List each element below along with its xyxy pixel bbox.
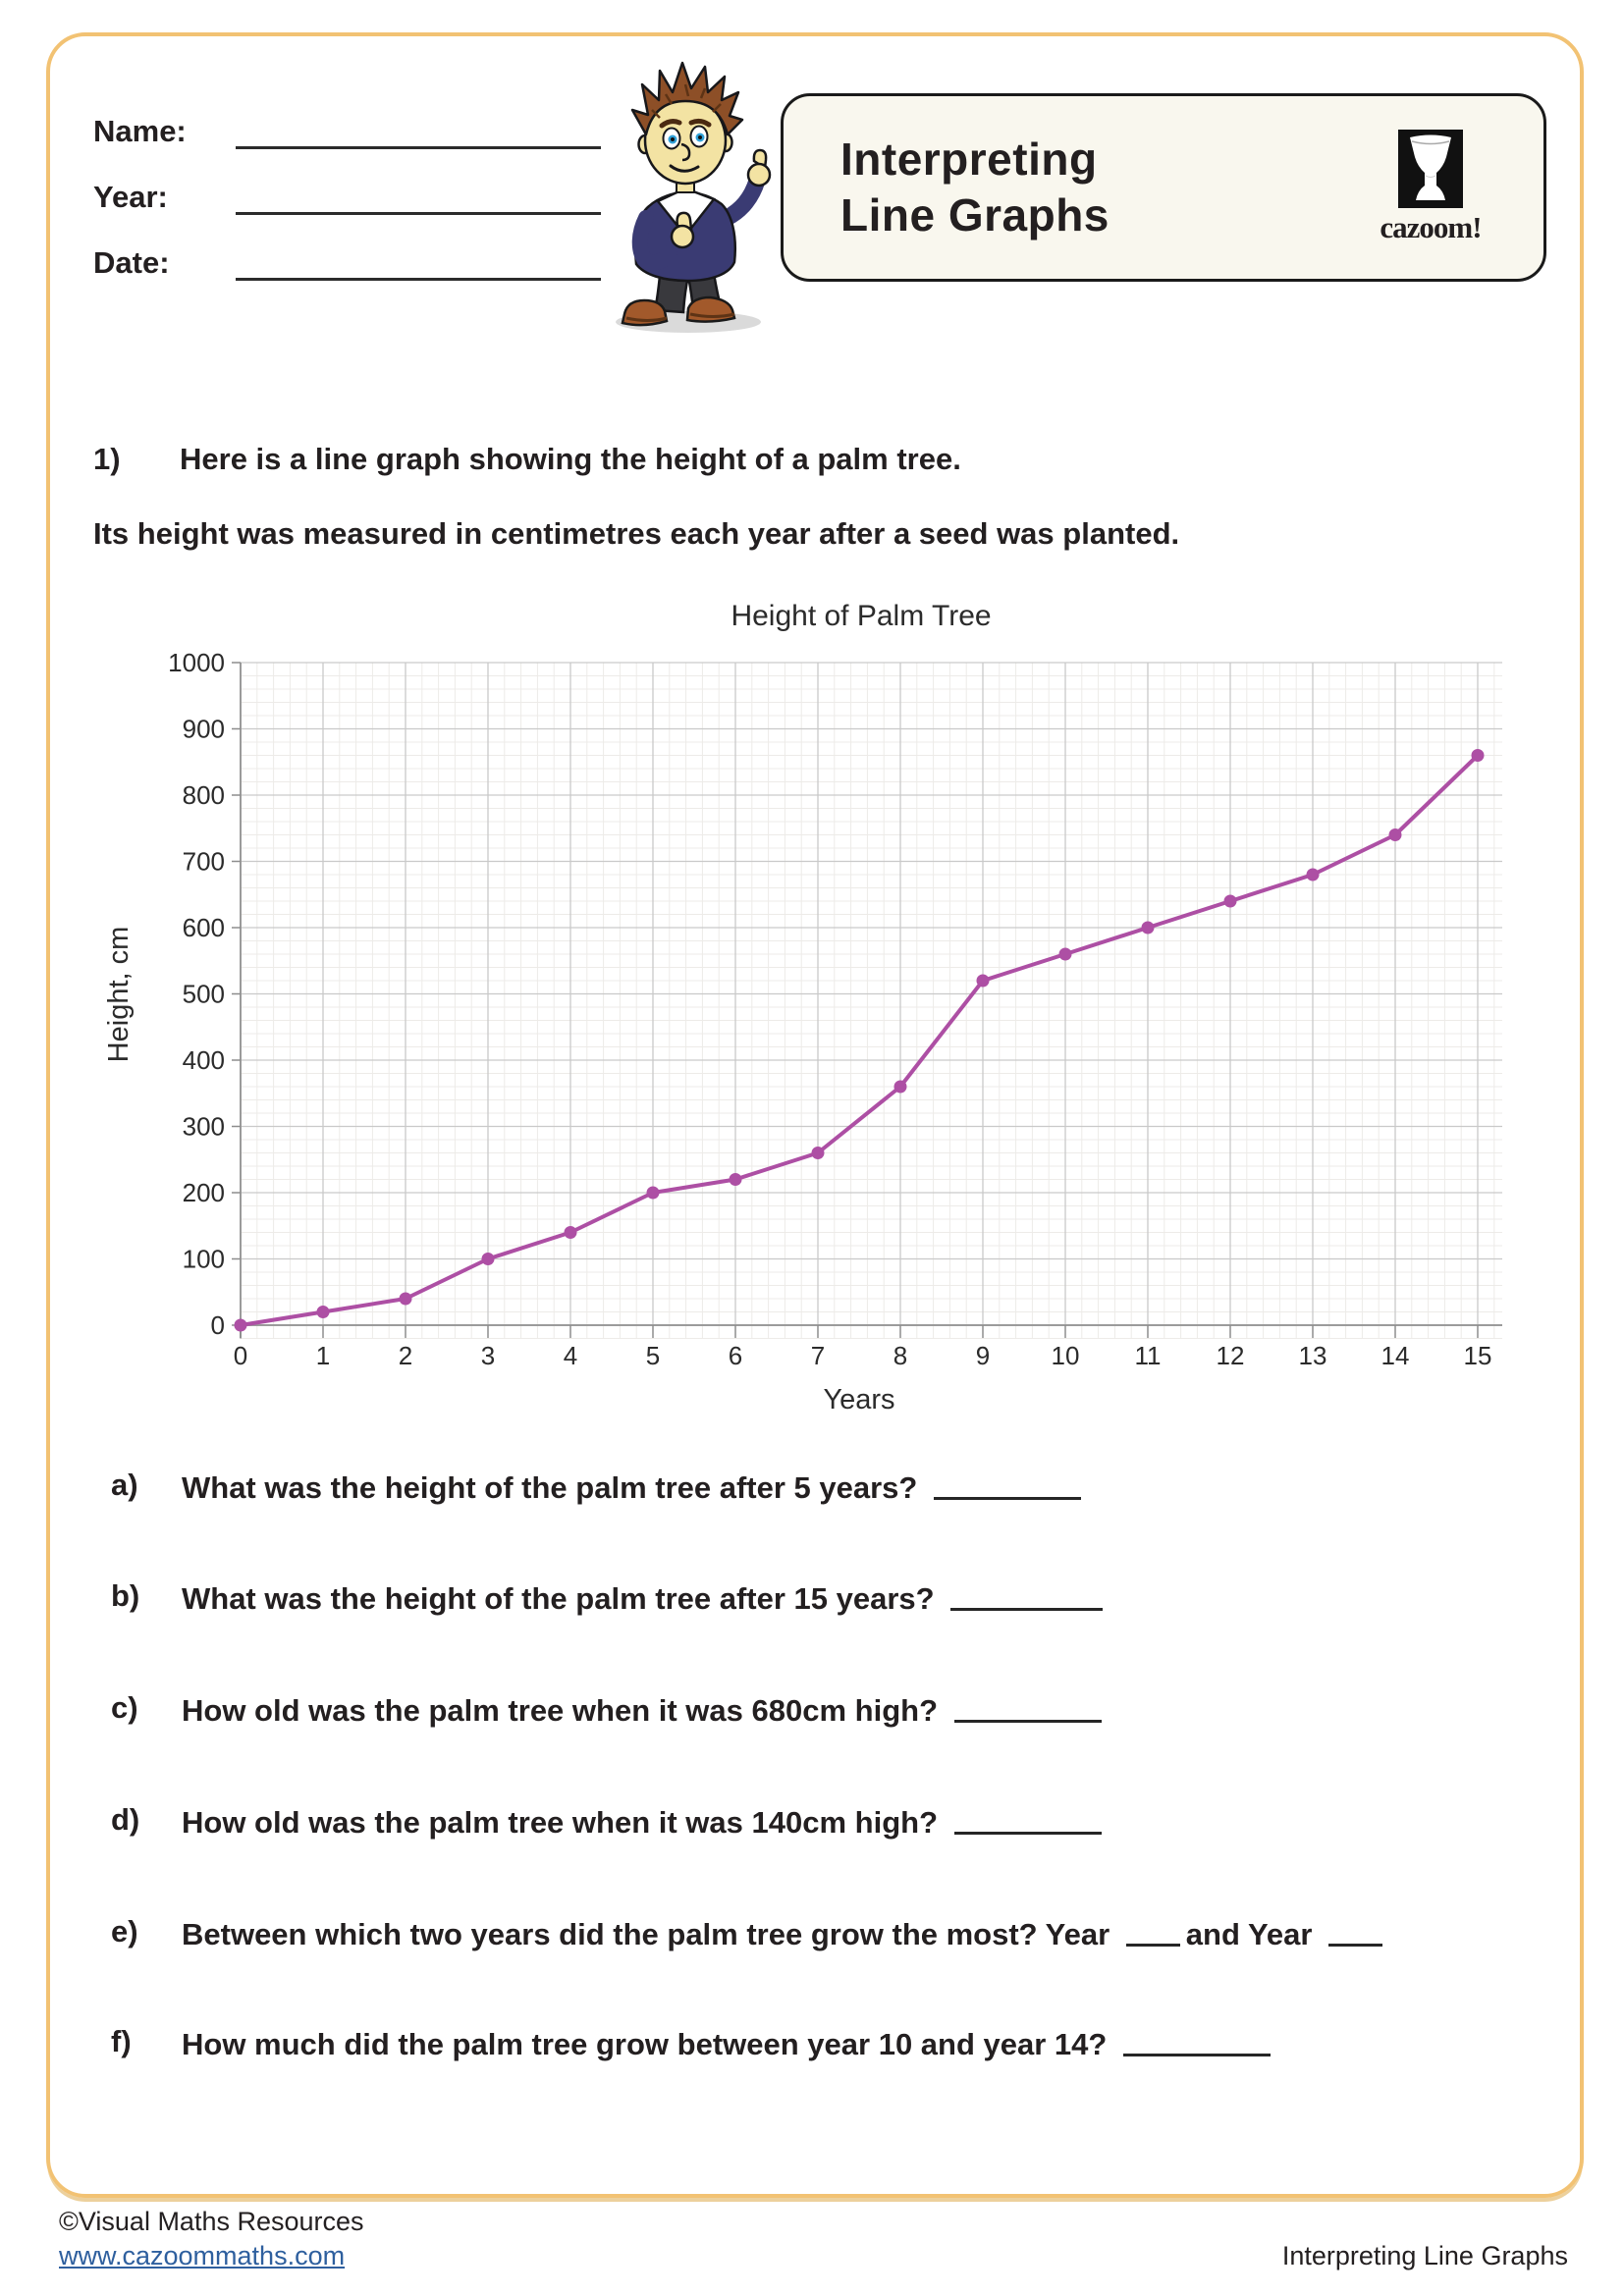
question-text: How much did the palm tree grow between year 10 and year 14? — [182, 2024, 1473, 2062]
answer-blank-line — [1123, 2024, 1271, 2056]
question-text: What was the height of the palm tree after 5 years? — [182, 1468, 1473, 1506]
question-text: Between which two years did the palm tree grow the most? Year and Year — [182, 1914, 1473, 1952]
svg-text:Height of Palm Tree: Height of Palm Tree — [731, 600, 992, 632]
svg-text:10: 10 — [1051, 1341, 1080, 1370]
svg-text:Years: Years — [823, 1384, 895, 1415]
svg-text:0: 0 — [233, 1341, 248, 1370]
footer-website-link[interactable]: www.cazoommaths.com — [59, 2241, 346, 2270]
name-blank-line — [236, 111, 601, 149]
question-number: 1) — [93, 442, 121, 476]
question-letter: b) — [111, 1578, 140, 1613]
year-blank-line — [236, 177, 601, 215]
svg-text:13: 13 — [1298, 1341, 1327, 1370]
svg-text:6: 6 — [728, 1341, 743, 1370]
footer-copyright: ©Visual Maths Resources — [59, 2207, 364, 2236]
svg-text:200: 200 — [182, 1178, 225, 1207]
svg-text:100: 100 — [182, 1244, 225, 1274]
svg-text:700: 700 — [182, 846, 225, 877]
svg-text:900: 900 — [182, 714, 225, 744]
svg-text:500: 500 — [182, 979, 225, 1009]
svg-text:800: 800 — [182, 780, 225, 810]
djembe-drum-icon — [1398, 130, 1463, 208]
svg-text:600: 600 — [182, 913, 225, 942]
answer-blank-line — [954, 1802, 1102, 1835]
answer-blank-line — [934, 1468, 1081, 1500]
question-text: How old was the palm tree when it was 140cm high? — [182, 1802, 1473, 1841]
question-text: What was the height of the palm tree after 15 years? — [182, 1578, 1473, 1617]
svg-text:4: 4 — [563, 1341, 578, 1370]
answer-blank-line — [950, 1578, 1103, 1611]
question-text: How old was the palm tree when it was 680cm high? — [182, 1690, 1473, 1729]
year-field-row — [93, 174, 601, 215]
svg-text:1: 1 — [315, 1341, 331, 1370]
question-letter: c) — [111, 1690, 138, 1725]
intro-line-2: Its height was measured in centimetres each year after a seed was planted. — [93, 516, 1180, 551]
svg-text:Height, cm: Height, cm — [103, 926, 135, 1063]
palm-tree-line-chart — [59, 584, 1532, 1428]
svg-text:8: 8 — [893, 1341, 908, 1370]
answer-blank-line — [1126, 1914, 1180, 1947]
svg-text:1000: 1000 — [168, 648, 225, 677]
date-blank-line — [236, 242, 601, 281]
question-letter: f) — [111, 2024, 132, 2058]
answer-blank-line — [954, 1690, 1102, 1723]
svg-text:11: 11 — [1134, 1341, 1162, 1370]
svg-text:0: 0 — [210, 1310, 225, 1340]
year-label: Year: — [93, 180, 168, 214]
cazoom-logo — [1347, 130, 1514, 245]
answer-blank-line — [1328, 1914, 1382, 1947]
cazoom-logo-text: cazoom! — [1380, 210, 1482, 244]
svg-text:9: 9 — [975, 1341, 991, 1370]
svg-text:5: 5 — [645, 1341, 661, 1370]
svg-text:12: 12 — [1216, 1341, 1245, 1370]
svg-text:15: 15 — [1463, 1341, 1492, 1370]
date-label: Date: — [93, 245, 170, 280]
name-field-row — [93, 108, 601, 149]
name-label: Name: — [93, 114, 187, 148]
title-line-2: Line Graphs — [840, 189, 1110, 240]
question-letter: d) — [111, 1802, 140, 1837]
svg-text:300: 300 — [182, 1111, 225, 1142]
footer-worksheet-name: Interpreting Line Graphs — [1281, 2241, 1568, 2270]
svg-text:7: 7 — [810, 1341, 826, 1370]
worksheet-title-box — [781, 93, 1546, 282]
intro-line-1: Here is a line graph showing the height of a palm tree. — [180, 442, 961, 476]
student-character-illustration — [587, 39, 784, 339]
question-letter: a) — [111, 1468, 138, 1502]
svg-text:2: 2 — [398, 1341, 413, 1370]
svg-text:3: 3 — [480, 1341, 496, 1370]
question-letter: e) — [111, 1914, 138, 1949]
svg-text:400: 400 — [182, 1045, 225, 1075]
date-field-row — [93, 240, 601, 281]
worksheet-title — [784, 132, 1110, 243]
svg-text:14: 14 — [1380, 1341, 1410, 1370]
title-line-1: Interpreting — [840, 133, 1098, 185]
